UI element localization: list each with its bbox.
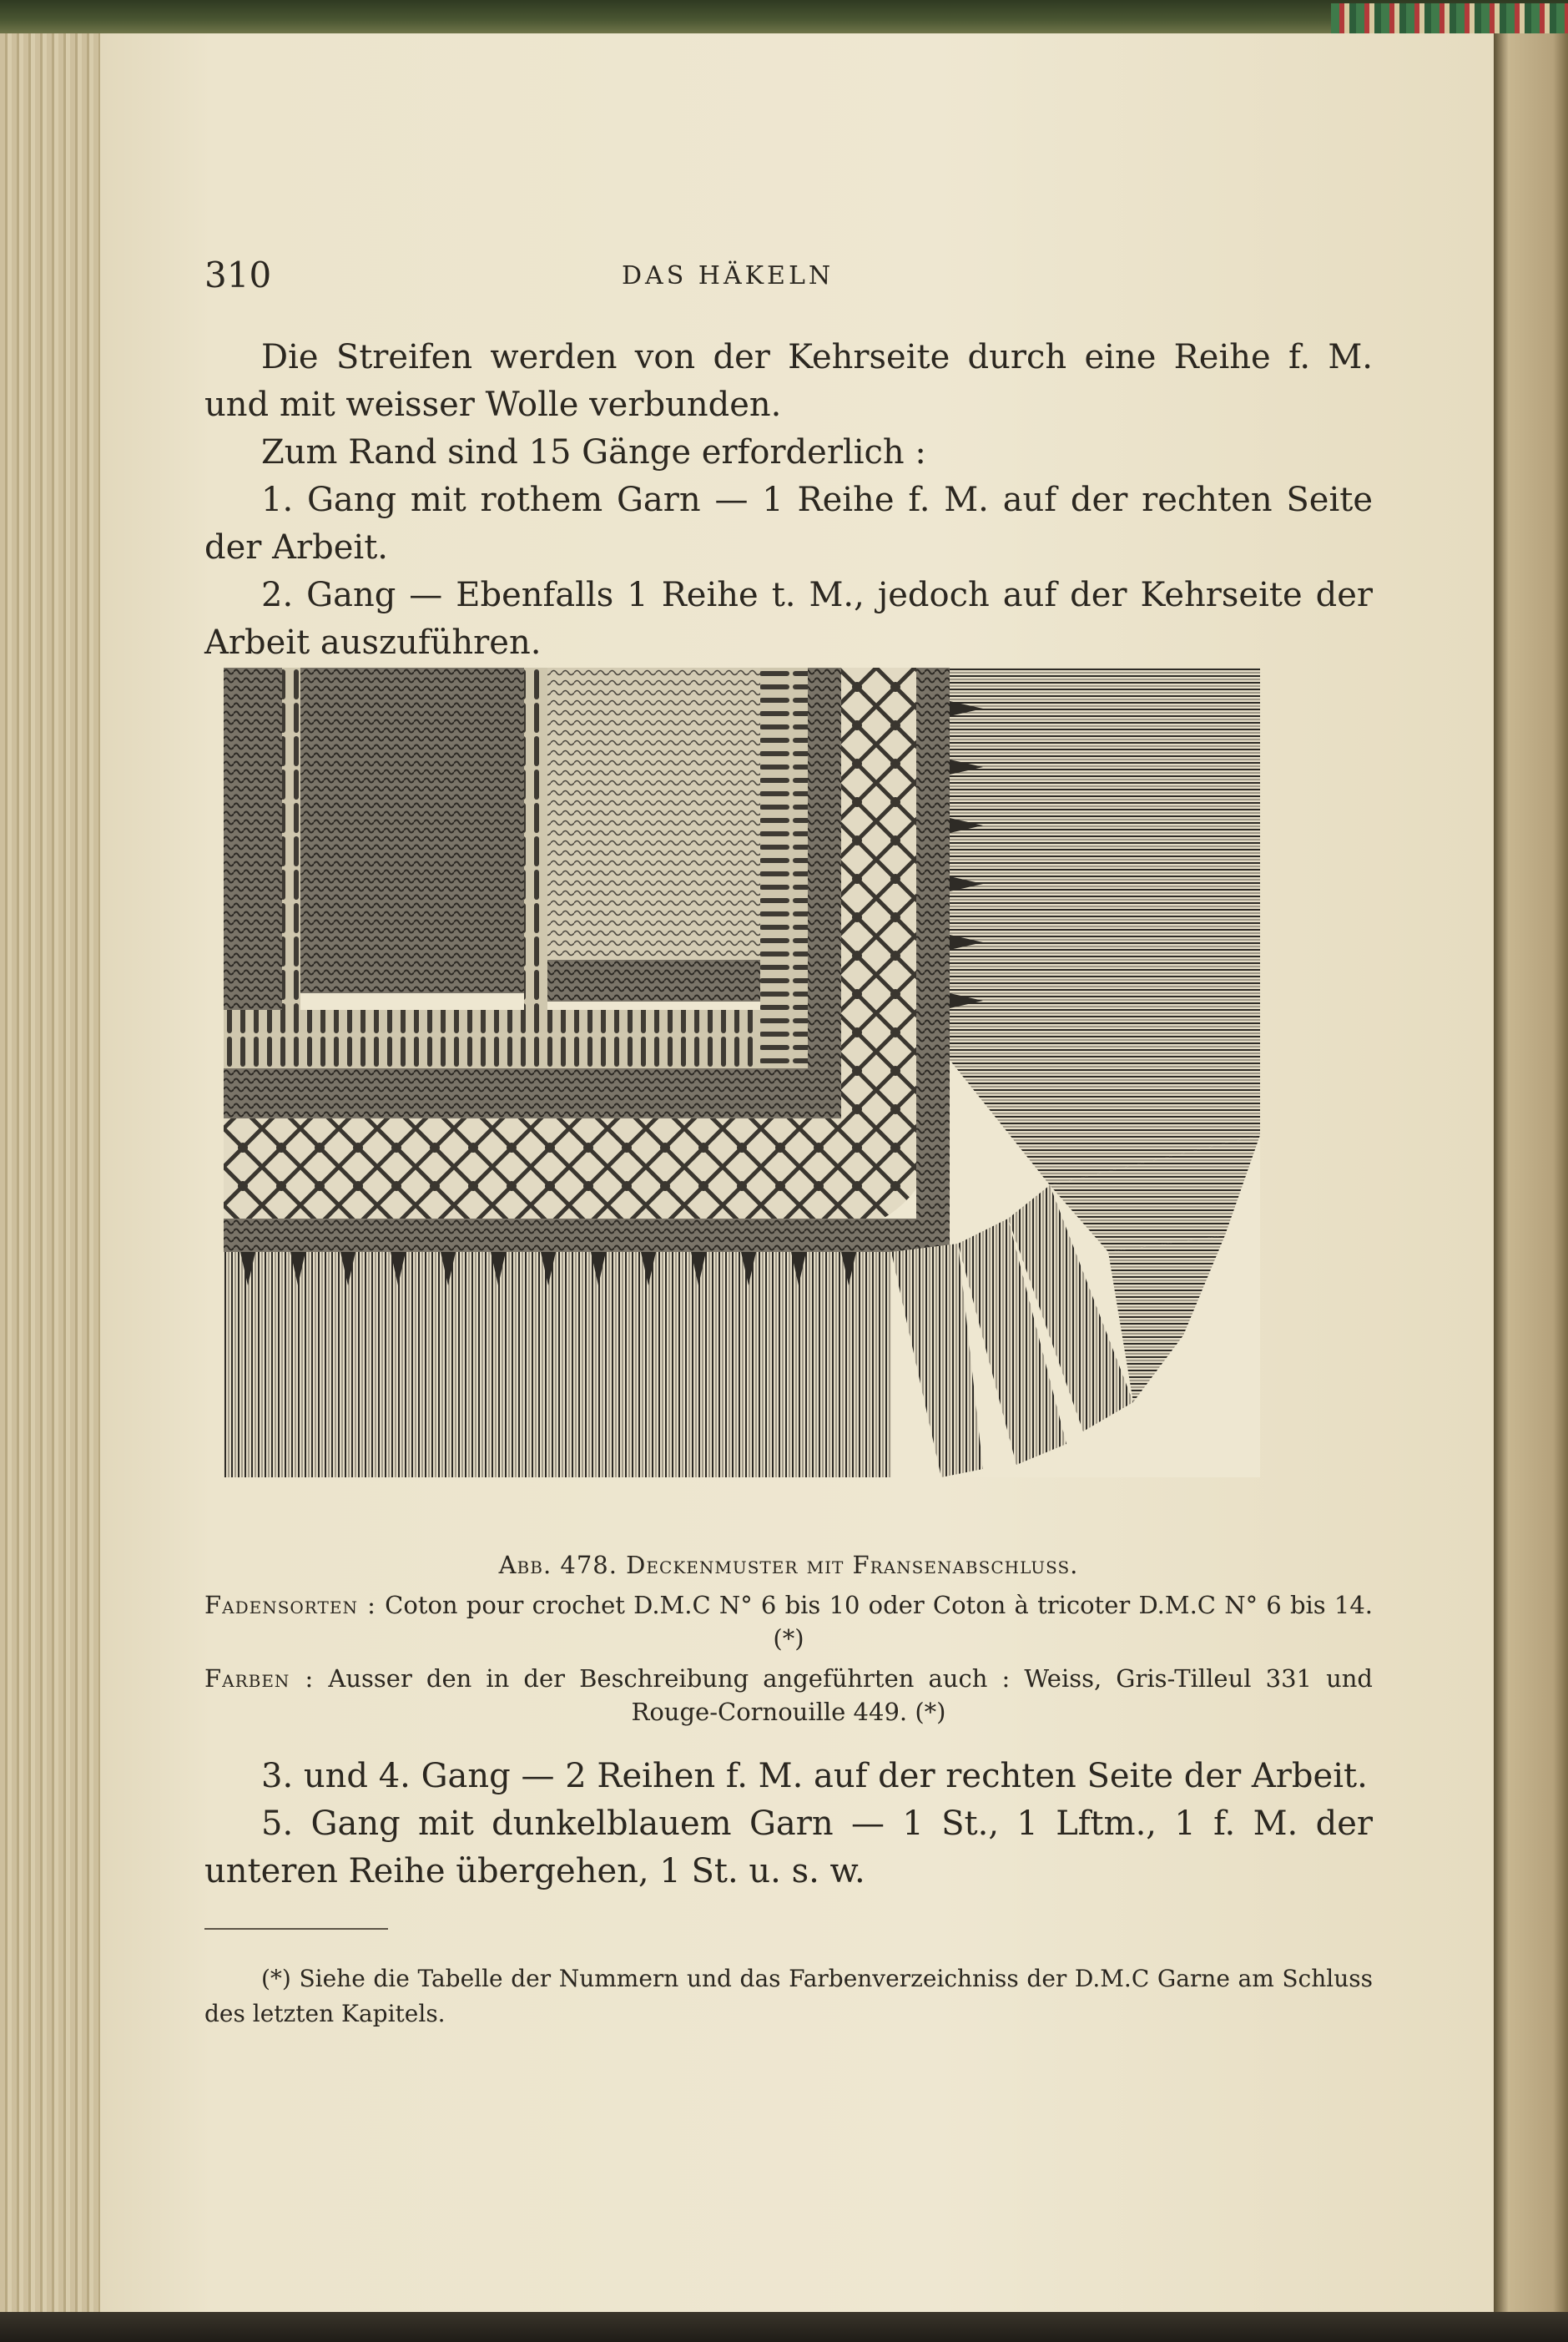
paragraph: Die Streifen werden von der Kehrseite durch eine Reihe f. M. und mit weisser Wolle verbunden.	[204, 338, 1373, 424]
page-stack-left	[0, 33, 100, 2312]
caption-title: Abb. 478. Deckenmuster mit Fransenabschluss.	[498, 1551, 1079, 1579]
crochet-blanket-illustration	[224, 668, 1260, 1477]
paragraph: 2. Gang — Ebenfalls 1 Reihe t. M., jedoch auf der Kehrseite der Arbeit auszuführen.	[204, 576, 1373, 662]
figure-caption	[204, 1548, 1373, 1729]
page-number: 310	[204, 255, 272, 295]
farben-label: Farben :	[204, 1664, 315, 1693]
paragraph: 1. Gang mit rothem Garn — 1 Reihe f. M. auf der rechten Seite der Arbeit.	[204, 481, 1373, 567]
caption-fadensorten	[204, 1588, 1373, 1655]
body-text-top	[204, 334, 1373, 667]
footnote-rule	[204, 1928, 388, 1930]
fadensorten-text: Coton pour crochet D.M.C N° 6 bis 10 oder Coton à tricoter D.M.C N° 6 bis 14. (*)	[385, 1591, 1374, 1653]
binding-cloth	[1331, 3, 1568, 33]
book-cover-right	[1494, 33, 1568, 2312]
body-text-bottom	[204, 1753, 1373, 1895]
caption-farben	[204, 1662, 1373, 1729]
paragraph: 5. Gang mit dunkelblauem Garn — 1 St., 1 Lftm., 1 f. M. der unteren Reihe übergehen, 1 St. u. s. w.	[204, 1804, 1373, 1890]
paragraph: 3. und 4. Gang — 2 Reihen f. M. auf der rechten Seite der Arbeit.	[261, 1757, 1368, 1795]
farben-text: Ausser den in der Beschreibung angeführten auch : Weiss, Gris-Tilleul 331 und Rouge-Cornouille 449. (*)	[328, 1664, 1373, 1726]
running-head	[204, 255, 1373, 305]
footnote: (*) Siehe die Tabelle der Nummern und das Farbenverzeichniss der D.M.C Garne am Schluss des letzten Kapitels.	[204, 1965, 1373, 2027]
section-title: DAS HÄKELN	[622, 261, 834, 290]
book-bottom-edge	[0, 2312, 1568, 2342]
fadensorten-label: Fadensorten :	[204, 1591, 376, 1619]
paragraph: Zum Rand sind 15 Gänge erforderlich :	[261, 433, 926, 472]
